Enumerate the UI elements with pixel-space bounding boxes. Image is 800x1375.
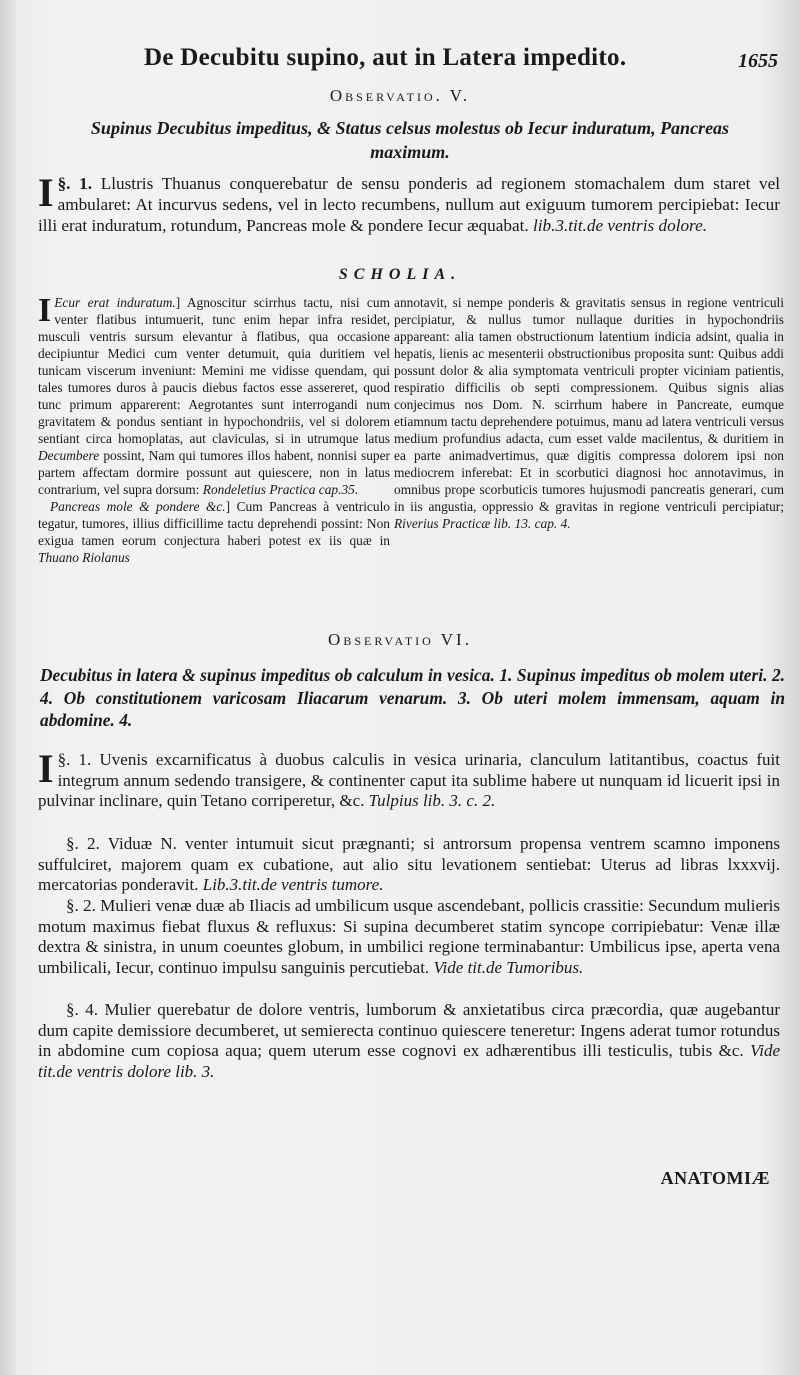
lemma: Ecur erat induratum. xyxy=(54,295,176,310)
scholia-left-text-2 xyxy=(38,498,390,566)
citation: Tulpius lib. 3. c. 2. xyxy=(368,791,496,811)
paragraph-text: Viduæ N. venter intumuit sicut prægnanti; si antrorsum propensa ventrem scamno imponens suffulciret, majorem quam ex cubatione, aut alio situ levationem sentiebat: Uterus ad libras lxxxvij. mercatorias ponderavit. xyxy=(38,834,780,895)
observatio-vi-heading: Observatio VI. xyxy=(328,630,472,649)
page-number: 1655 xyxy=(738,50,778,72)
citation: Vide tit.de ventris dolore lib. 3. xyxy=(38,1041,780,1081)
observatio-vi-paragraph-1 xyxy=(38,746,780,812)
paragraph-text: Llustris Thuanus conquerebatur de sensu ponderis ad regionem stomachalem dum staret vel ambularet: At incurvus sedens, vel in lecto recumbens, nullum aut exiguum tumorem percipiebat: Iecur illi erat induratum, rotundum, Pancreas mole & pondere Iecur æquabat. xyxy=(38,174,781,235)
page-header xyxy=(130,44,778,78)
citation: Lib.3.tit.de ventris tumore. xyxy=(202,875,384,895)
paragraph-text: Mulieri venæ duæ ab Iliacis ad umbilicum usque ascendebant, pollicis crassitie: Secundum mulieris motum maximus fiebat fluxus & refluxus: Si supina decumberet statim syncope corripiebatur: Venæ illæ dextra & sinistra, in unum coeuntes globum, in umbilici regione terminabantur: Umbilicus ipse, aperta vena umbilicali, Iecur, continuo impulsu sanguinis percutiebat. xyxy=(38,896,781,977)
observatio-v-subtitle: Supinus Decubitus impeditus, & Status celsus molestus ob Iecur induratum, Pancreas maximum. xyxy=(90,118,730,162)
drop-initial: I xyxy=(38,292,52,329)
observatio-vi-paragraph-3 xyxy=(38,896,780,978)
paragraph-number: §. 1. xyxy=(57,174,93,193)
paragraph-number: §. 2. xyxy=(66,834,100,853)
scholia-text: annotavit, si nempe ponderis & gravitatis sensus in regione ventriculi percipiatur, & nullus tumor nullaque durities in hypochondriis appareant: alia tamen obstructionum latentium indicia adsint, qualia in hepatis, lienis ac mesenterii obstructionibus proposita sunt: Quibus addi possunt dolor & alia symptomata ventriculi propter viciniam patientis, respiratio difficilis ob septi compressionem. Quibus signis alias conjecimus nos Dom. N. scirrhum habere in Pancreate, eumque etiamnum tactu deprehendere potuimus, manu ad latera ventriculi versus medium profundius adacta, cum esset valde macilentus, & duritiem in ea parte animadvertimus, quæ digitis compressa dolorem ipsi non mediocrem inferebat: Et in scorbutici diagnosi hoc annotavimus, in omnibus prope scorbuticis tumores hujusmodi pancreatis generari, cum in iis angustia, oppressio & gravitas in regione ventriculi percipiatur; xyxy=(394,295,784,514)
observatio-vi-subtitle: Decubitus in latera & supinus impeditus ob calculum in vesica. 1. Supinus impeditus ob molem uteri. 2. 4. Ob constitutionem varicosam Iliacarum venarum. 3. Ob uteri molem immensam, aquam in abdomine. 4. xyxy=(40,665,785,730)
drop-initial: I xyxy=(38,170,54,215)
citation: Vide tit.de Tumoribus. xyxy=(433,957,584,977)
observatio-v-heading: Observatio. V. xyxy=(329,86,471,105)
scholia-left-text xyxy=(38,294,390,498)
citation: Thuano Riolanus xyxy=(38,550,130,565)
observatio-vi-paragraph-4 xyxy=(38,1000,780,1082)
scholia-right-column xyxy=(394,294,784,532)
scholia-text: ] Agnoscitur scirrhus tactu, nisi cum venter flatibus intumuerit, tunc enim hepar infra residet, musculi ventris sursum elevantur à flatibus, qua occasione decipiuntur Medici cum venter detumuit, quia duritiem vel tunicam viscerum inveniunt: Memini me vidisse quendam, qui tales tumores duros à paucis diebus factos esse assereret, quod tunc primum apparerent: Aegrotantes sunt interrogandi num gravitatem & pondus sentiant in hypochondriis, vel si dolorem sentiant circa homoplatas, aut claviculas, si in utrumque latus xyxy=(38,295,390,446)
paragraph-number: §. 1. xyxy=(57,750,92,769)
observatio-v-paragraph xyxy=(38,170,781,236)
paragraph-number: §. 4. xyxy=(66,1000,98,1019)
scholia-heading: SCHOLIA. xyxy=(338,266,462,283)
paragraph-text: Uvenis excarnificatus à duobus calculis in vesica urinaria, clanculum latitantibus, coactus fuit integrum annum sedendo transigere, & continenter caput ita sublime habere ut nunquam id licuerit ipsi in pulvinar inclinare, quin Tetano corriperetur, &c. xyxy=(38,750,780,811)
scholia-text: ] Cum Pancreas à ventriculo tegatur, tumores, illius difficillime tactu deprehendi possint: Non exigua tamen eorum conjectura haberi potest ex iis quæ in xyxy=(38,499,390,548)
running-title: De Decubitu supino, aut in Latera impedito. xyxy=(144,44,627,71)
scholia-text: possint, Nam qui tumores illos habent, nonnisi super partem affectam dormire possunt aut quiescere, non in latus contrarium, vel supra dorsum: xyxy=(38,448,390,497)
emphasis: Decumbere xyxy=(38,448,100,463)
drop-initial: I xyxy=(38,746,54,791)
lemma: Pancreas mole & pondere &c. xyxy=(50,499,226,514)
paragraph-number: §. 2. xyxy=(66,896,96,915)
citation: lib.3.tit.de ventris dolore. xyxy=(532,215,708,235)
scholia-left-column xyxy=(38,294,390,566)
paragraph-text: Mulier querebatur de dolore ventris, lumborum & anxietatibus circa præcordia, quæ augebantur dum capite demissiore decumberet, ut semierecta continuo quiescere teneretur: Ingens aderat tumor rotundus in abdomine cum copiosa aqua; quem uterum esse cognovi ex adhærentibus illi testiculis, tubis &c. xyxy=(38,1000,781,1061)
catchword: ANATOMIÆ xyxy=(660,1168,770,1188)
scholia-right-text xyxy=(394,294,784,532)
observatio-vi-paragraph-2 xyxy=(38,834,780,896)
citation: Riverius Practicæ lib. 13. cap. 4. xyxy=(394,516,571,531)
citation: Rondeletius Practica cap.35. xyxy=(202,482,359,497)
